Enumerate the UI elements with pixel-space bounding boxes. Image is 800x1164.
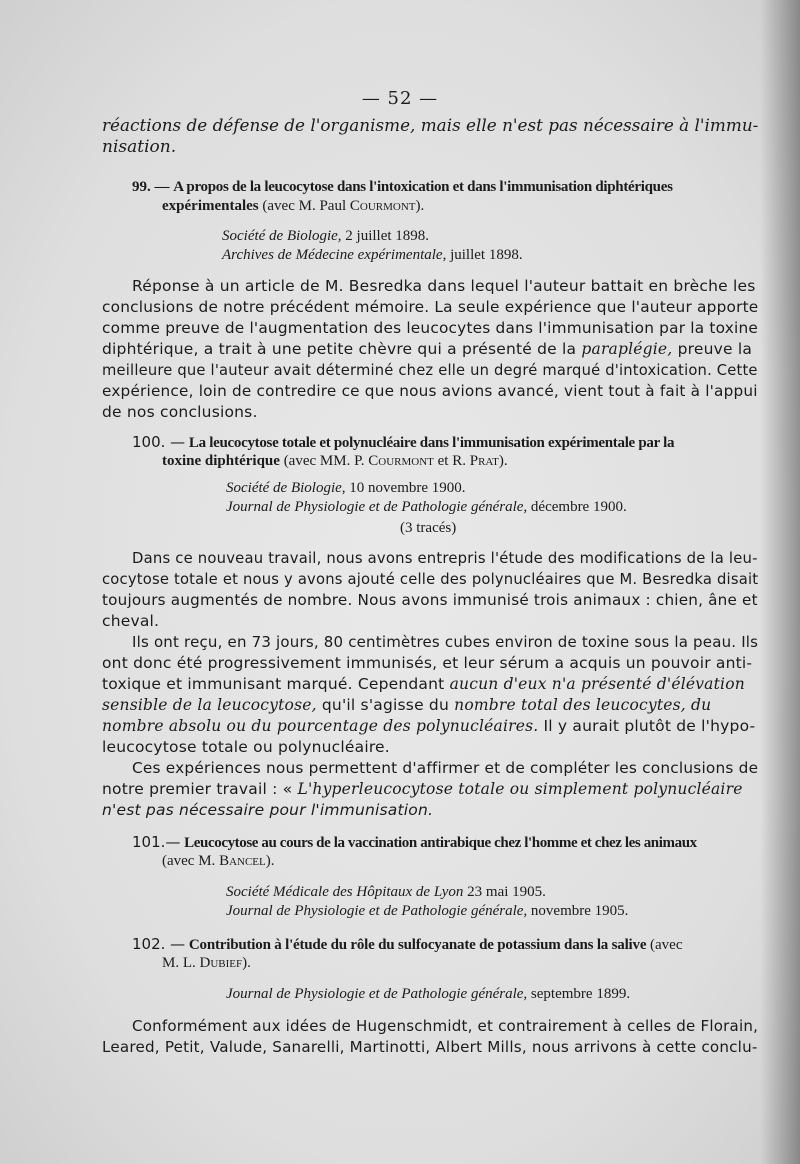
entry-99-title-line-2 (162, 196, 424, 216)
entry-102-title: Contribution à l'étude du rôle du sulfocyanate de potassium dans la salive (188, 937, 647, 953)
entry-102-with-b: M. L. (162, 955, 196, 971)
entry-100-p3-line-2-a: notre premier travail : « (102, 780, 293, 798)
entry-100-p1-line-1: Dans ce nouveau travail, nous avons entrepris l'étude des modifications de la leu- (132, 549, 758, 567)
entry-100-p2-line-2: ont donc été progressivement immunisés, et leur sérum a acquis un pouvoir anti- (102, 654, 753, 672)
entry-100-p3-line-2-italic: L'hyperleucocytose totale ou simplement polynucléaire (297, 780, 743, 798)
entry-101-ref-2-date: novembre 1905. (530, 903, 629, 919)
entry-100-title-b: toxine diphtérique (162, 453, 280, 469)
entry-100-p2-line-4-italic-1: sensible de la leucocytose, (102, 696, 317, 714)
entry-100-author-2: Prat (469, 453, 499, 469)
entry-99-number: 99. — (132, 179, 170, 195)
entry-102-with-c: ). (242, 955, 251, 971)
entry-101-with-a: (avec M. (162, 853, 216, 869)
entry-102-ref-1 (226, 984, 630, 1004)
entry-101-number: 101.— (132, 833, 181, 851)
entry-101-ref-1 (226, 882, 546, 902)
entry-101-ref-1-title: Société Médicale des Hôpitaux de Lyon (226, 884, 464, 900)
entry-100-p2-line-6: leucocytose totale ou polynucléaire. (102, 738, 390, 756)
entry-99-ref-1-title: Société de Biologie, (222, 228, 342, 244)
entry-99-body-line-1: Réponse à un article de M. Besredka dans lequel l'auteur battait en brèche les (132, 277, 756, 295)
entry-102-ref-1-title: Journal de Physiologie et de Pathologie générale, (226, 986, 528, 1002)
entry-102-ref-1-date: septembre 1899. (530, 986, 631, 1002)
entry-99-body-line-6: expérience, loin de contredire ce que nous avions avancé, vient tout à fait à l'appui (102, 382, 758, 400)
entry-100-p1-line-4: cheval. (102, 612, 160, 630)
entry-102-author: Dubief (199, 955, 243, 971)
entry-100-p3-line-2 (102, 779, 743, 799)
entry-100-p3-line-1: Ces expériences nous permettent d'affirmer et de compléter les conclusions de (132, 759, 759, 777)
entry-102-with (162, 953, 251, 973)
entry-101-with (162, 851, 274, 871)
entry-102-title-line (132, 934, 683, 955)
entry-99-body-line-7: de nos conclusions. (102, 403, 258, 421)
entry-100-p2-line-4-a: qu'il s'agisse du (321, 696, 449, 714)
entry-100-with-mid: et R. (437, 453, 466, 469)
entry-100-p2-line-5-a: Il y aurait plutôt de l'hypo- (543, 717, 756, 735)
entry-102-body-line-1: Conformément aux idées de Hugenschmidt, et contrairement à celles de Florain, (132, 1017, 759, 1035)
page-number: — 52 — (361, 88, 439, 109)
entry-102-number: 102. — (132, 935, 186, 953)
entry-101-title-line (132, 832, 697, 853)
entry-99-author: Courmont (349, 198, 416, 214)
entry-99-ref-1-date: 2 juillet 1898. (345, 228, 430, 244)
entry-100-ref-2 (226, 497, 627, 517)
entry-100-ref-1-date: 10 novembre 1900. (349, 480, 466, 496)
entry-99-body-line-4-b: preuve la (677, 340, 753, 358)
entry-99-title-a: A propos de la leucocytose dans l'intoxication et dans l'immunisation diphtériques (173, 179, 673, 195)
entry-100-p2-line-1: Ils ont reçu, en 73 jours, 80 centimètres cubes environ de toxine sous la peau. Ils (132, 633, 759, 651)
entry-100-p1-line-2: cocytose totale et nous y avons ajouté celle des polynucléaires que M. Besredka disait (102, 570, 759, 588)
entry-100-title-line-2 (162, 451, 508, 471)
entry-100-ref-2-title: Journal de Physiologie et de Pathologie générale, (226, 499, 528, 515)
entry-100-p2-line-5 (102, 716, 755, 736)
entry-100-p2-line-3 (102, 674, 745, 694)
entry-102-body-line-2: Leared, Petit, Valude, Sanarelli, Martinotti, Albert Mills, nous arrivons à cette conclu- (102, 1038, 758, 1056)
entry-100-p2-line-4-italic-2: nombre total des leucocytes, du (454, 696, 712, 714)
entry-99-title-line-1 (132, 177, 673, 197)
entry-101-ref-2-title: Journal de Physiologie et de Pathologie générale, (226, 903, 528, 919)
entry-101-author: Bancel (219, 853, 266, 869)
entry-99-ref-1 (222, 226, 429, 246)
entry-99-with-b: ). (415, 198, 425, 214)
entry-100-ref-1-title: Société de Biologie, (226, 480, 346, 496)
entry-99-ref-2-title: Archives de Médecine expérimentale, (222, 247, 447, 263)
entry-101-with-b: ). (265, 853, 275, 869)
entry-100-p2-line-3-a: toxique et immunisant marqué. Cependant (102, 675, 445, 693)
entry-99-body-line-4-a: diphtérique, a trait à une petite chèvre qui a présenté de la (102, 340, 577, 358)
entry-99-title-b: expérimentales (162, 198, 259, 214)
entry-99-body-line-5: meilleure que l'auteur avait déterminé chez elle un degré marqué d'intoxication. Cette (102, 361, 758, 379)
entry-100-author-1: Courmont (368, 453, 434, 469)
entry-100-title-a: La leucocytose totale et polynucléaire dans l'immunisation expérimentale par la (188, 435, 675, 451)
entry-99-ref-2-date: juillet 1898. (450, 247, 523, 263)
entry-100-p2-line-3-italic: aucun d'eux n'a présenté d'élévation (449, 675, 745, 693)
entry-99-body-line-2: conclusions de notre précédent mémoire. La seule expérience que l'auteur apporte (102, 298, 759, 316)
entry-99-ref-2 (222, 245, 523, 265)
entry-100-ref-2-date: décembre 1900. (530, 499, 627, 515)
entry-100-p2-line-5-italic: nombre absolu ou du pourcentage des polynucléaires. (102, 717, 539, 735)
entry-100-title-line-1 (132, 432, 674, 453)
entry-101-title: Leucocytose au cours de la vaccination antirabique chez l'homme et chez les animaux (184, 835, 697, 851)
entry-100-with-b: ). (498, 453, 508, 469)
entry-99-body-line-4 (102, 339, 752, 359)
entry-100-p1-line-3: toujours augmentés de nombre. Nous avons immunisé trois animaux : chien, âne et (102, 591, 758, 609)
entry-100-traces: (3 tracés) (400, 520, 457, 536)
entry-100-ref-1 (226, 478, 466, 498)
entry-99-with-a: (avec M. Paul (262, 198, 347, 214)
intro-line-2: nisation. (102, 137, 177, 157)
entry-101-ref-1-date: 23 mai 1905. (467, 884, 546, 900)
entry-101-ref-2 (226, 901, 628, 921)
entry-102-with-a: (avec (650, 937, 683, 953)
intro-line-1: réactions de défense de l'organisme, mais elle n'est pas nécessaire à l'immu- (102, 116, 759, 136)
entry-100-p3-line-3: n'est pas nécessaire pour l'immunisation. (102, 801, 434, 819)
entry-100-number: 100. — (132, 433, 186, 451)
entry-99-body-line-3: comme preuve de l'augmentation des leucocytes dans l'immunisation par la toxine (102, 319, 759, 337)
entry-99-body-line-4-italic: paraplégie, (581, 340, 673, 358)
page-edge-shadow (760, 0, 800, 1164)
entry-100-p2-line-4 (102, 695, 711, 715)
entry-100-with-a: (avec MM. P. (283, 453, 365, 469)
